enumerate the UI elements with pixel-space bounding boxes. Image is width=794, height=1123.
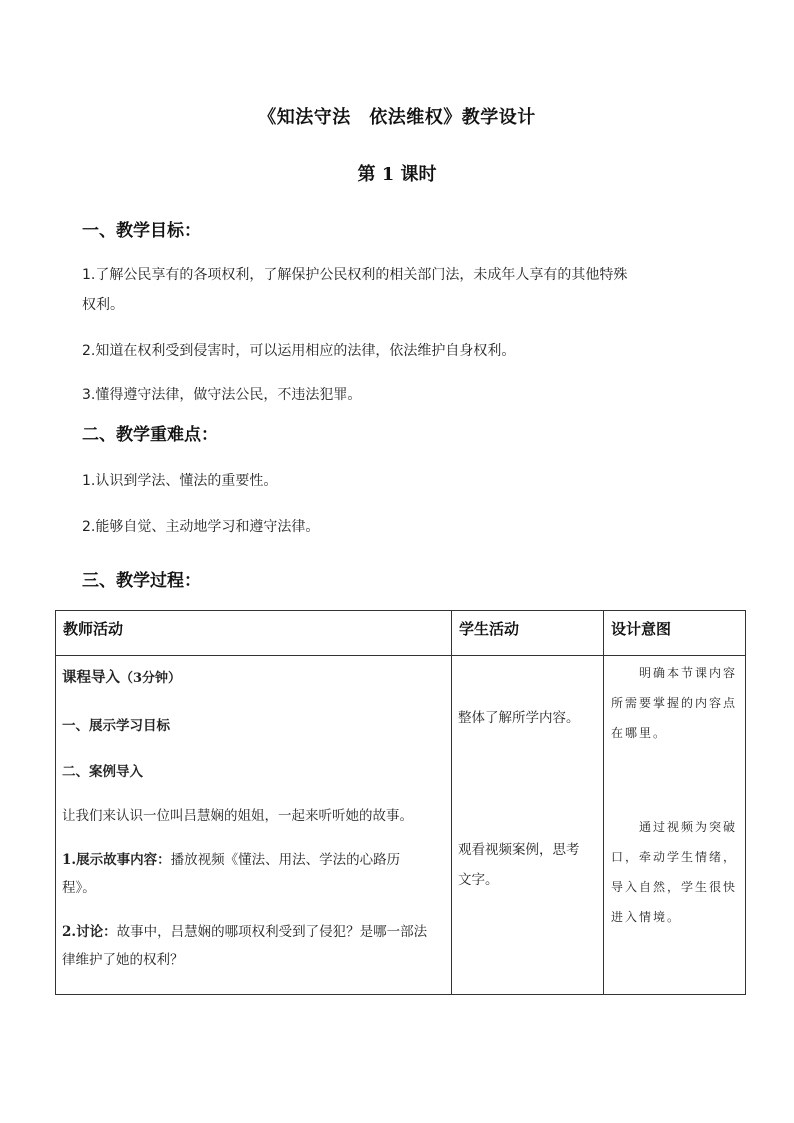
page-subtitle: 第 1 课时 [357, 164, 437, 185]
objective-item-2: 2.知道在权利受到侵害时，可以运用相应的法律，依法维护自身权利。 [82, 343, 516, 359]
header-teacher-activity: 教师活动 [56, 611, 452, 656]
story-intro-text: 让我们来认识一位叫吕慧娴的姐姐，一起来听听她的故事。 [62, 808, 413, 824]
design-intent-1: 明确本节课内容 [611, 666, 738, 680]
step-learning-goals: 一、展示学习目标 [62, 718, 170, 734]
page-title: 《知法守法 依法维权》教学设计 [258, 107, 536, 128]
design-intent-1-l3: 在哪里。 [611, 726, 668, 740]
objective-item-1: 1.了解公民享有的各项权利，了解保护公民权利的相关部门法，未成年人享有的其他特殊 [82, 267, 628, 283]
key-point-item-2: 2.能够自觉、主动地学习和遵守法律。 [82, 519, 320, 535]
story-content-line-cont: 程》。 [62, 880, 96, 896]
student-activity-2-cont: 文字。 [458, 872, 499, 888]
table-row [56, 656, 746, 995]
objective-item-3: 3.懂得遵守法律，做守法公民，不违法犯罪。 [82, 387, 362, 403]
header-design-intent: 设计意图 [604, 611, 746, 656]
design-intent-cell [604, 656, 746, 995]
student-activity-cell [452, 656, 604, 995]
teacher-activity-cell [56, 656, 452, 995]
story-content-line: 1.展示故事内容：播放视频《懂法、用法、学法的心路历 [62, 852, 401, 868]
design-intent-2-l3: 导入自然，学生很快 [611, 880, 738, 894]
section-heading-key-points: 二、教学重难点： [82, 425, 218, 445]
discussion-line: 2.讨论：故事中，吕慧娴的哪项权利受到了侵犯？是哪一部法 [62, 924, 428, 940]
design-intent-2-l2: 口，牵动学生情绪， [611, 850, 738, 864]
teaching-process-table [55, 610, 746, 995]
student-activity-2: 观看视频案例，思考 [458, 842, 580, 858]
table-header-row [56, 611, 746, 656]
design-intent-1-l2: 所需要掌握的内容点 [611, 696, 738, 710]
section-heading-process: 三、教学过程： [82, 571, 201, 591]
section-heading-objectives: 一、教学目标： [82, 221, 201, 241]
objective-item-1-cont: 权利。 [82, 297, 124, 313]
key-point-item-1: 1.认识到学法、懂法的重要性。 [82, 473, 278, 489]
design-intent-2: 通过视频为突破 [611, 820, 738, 834]
student-activity-1: 整体了解所学内容。 [458, 710, 580, 726]
design-intent-2-l4: 进入情境。 [611, 910, 682, 924]
step-case-intro: 二、案例导入 [62, 764, 143, 780]
intro-heading: 课程导入（3分钟） [62, 669, 182, 686]
header-student-activity: 学生活动 [452, 611, 604, 656]
discussion-line-cont: 律维护了她的权利？ [62, 952, 184, 968]
